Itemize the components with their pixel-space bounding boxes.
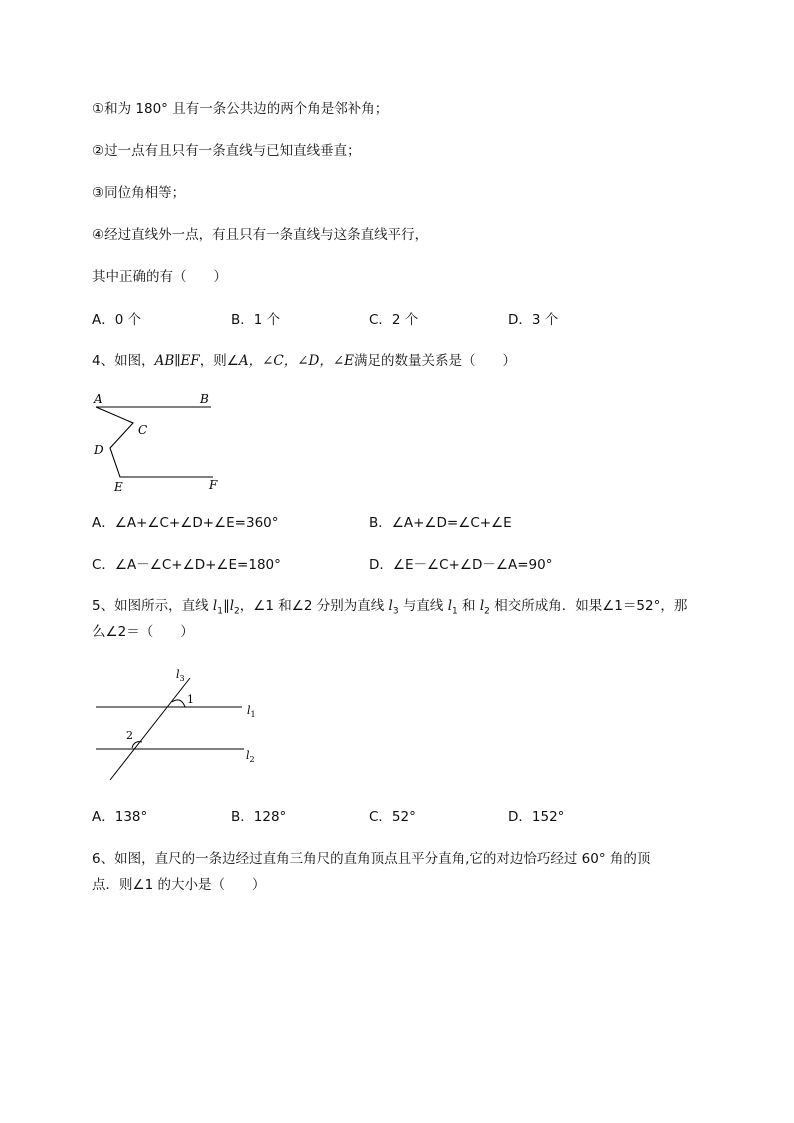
q5-option-a: A．138° xyxy=(92,809,148,825)
label-b: B xyxy=(200,392,209,406)
label-angle-1: 1 xyxy=(187,693,194,706)
q5-figure xyxy=(88,662,268,787)
label-l1: $l_1$ xyxy=(247,704,256,719)
q3-option-b: B．1 个 xyxy=(231,312,281,328)
label-f: F xyxy=(209,478,218,492)
q5-option-c: C．52° xyxy=(369,809,416,825)
q4-option-b: B．∠A+∠D=∠C+∠E xyxy=(369,515,512,531)
label-e: E xyxy=(114,480,123,494)
q3-prompt: 其中正确的有（ ） xyxy=(92,269,227,285)
line-l3 xyxy=(110,678,190,780)
q4-number: 4、如图， xyxy=(92,353,155,369)
statement-2: ②过一点有且只有一条直线与已知直线垂直； xyxy=(92,143,361,159)
q4-mid: ，则∠ xyxy=(199,353,239,369)
label-c: C xyxy=(138,423,148,437)
q5-stem-line2: 么∠2＝（ ） xyxy=(92,624,194,640)
q4-condition: AB∥EF xyxy=(154,353,200,369)
polyline-a-c-d-e xyxy=(96,407,213,477)
label-a: A xyxy=(94,392,103,406)
q5-stem-line1: 5、如图所示，直线 $l_1\parallel l_2$，∠1 和∠2 分别为直线 $l_3$ 与直线 $l_1$ 和 $l_2$ 相交所成角．如果∠1＝52°，那 xyxy=(92,598,688,617)
statement-4: ④经过直线外一点，有且只有一条直线与这条直线平行， xyxy=(92,227,429,243)
q3-option-a: A．0 个 xyxy=(92,312,142,328)
label-l3: $l_3$ xyxy=(176,668,185,683)
q4-option-a: A．∠A+∠C+∠D+∠E=360° xyxy=(92,515,279,531)
q4-tail: 满足的数量关系是（ ） xyxy=(354,353,517,369)
statement-1: ①和为 180° 且有一条公共边的两个角是邻补角； xyxy=(92,101,389,117)
statement-3: ③同位角相等； xyxy=(92,185,186,201)
q4-vars: A，∠C，∠D，∠E xyxy=(238,353,355,369)
angle-1-arc xyxy=(172,700,185,707)
q3-option-c: C．2 个 xyxy=(369,312,419,328)
label-d: D xyxy=(94,443,104,457)
label-angle-2: 2 xyxy=(126,729,133,742)
q3-option-d: D．3 个 xyxy=(508,312,559,328)
q4-option-d: D．∠E－∠C+∠D－∠A=90° xyxy=(369,557,553,573)
label-l2: $l_2$ xyxy=(246,749,255,764)
q6-stem-line2: 点．则∠1 的大小是（ ） xyxy=(92,877,266,893)
q4-figure xyxy=(88,388,228,498)
q5-option-b: B．128° xyxy=(231,809,287,825)
q6-stem-line1: 6、如图，直尺的一条边经过直角三角尺的直角顶点且平分直角,它的对边恰巧经过 60° 角的顶 xyxy=(92,851,651,867)
q4-option-c: C．∠A－∠C+∠D+∠E=180° xyxy=(92,557,281,573)
q5-option-d: D．152° xyxy=(508,809,565,825)
q4-stem xyxy=(92,352,516,370)
